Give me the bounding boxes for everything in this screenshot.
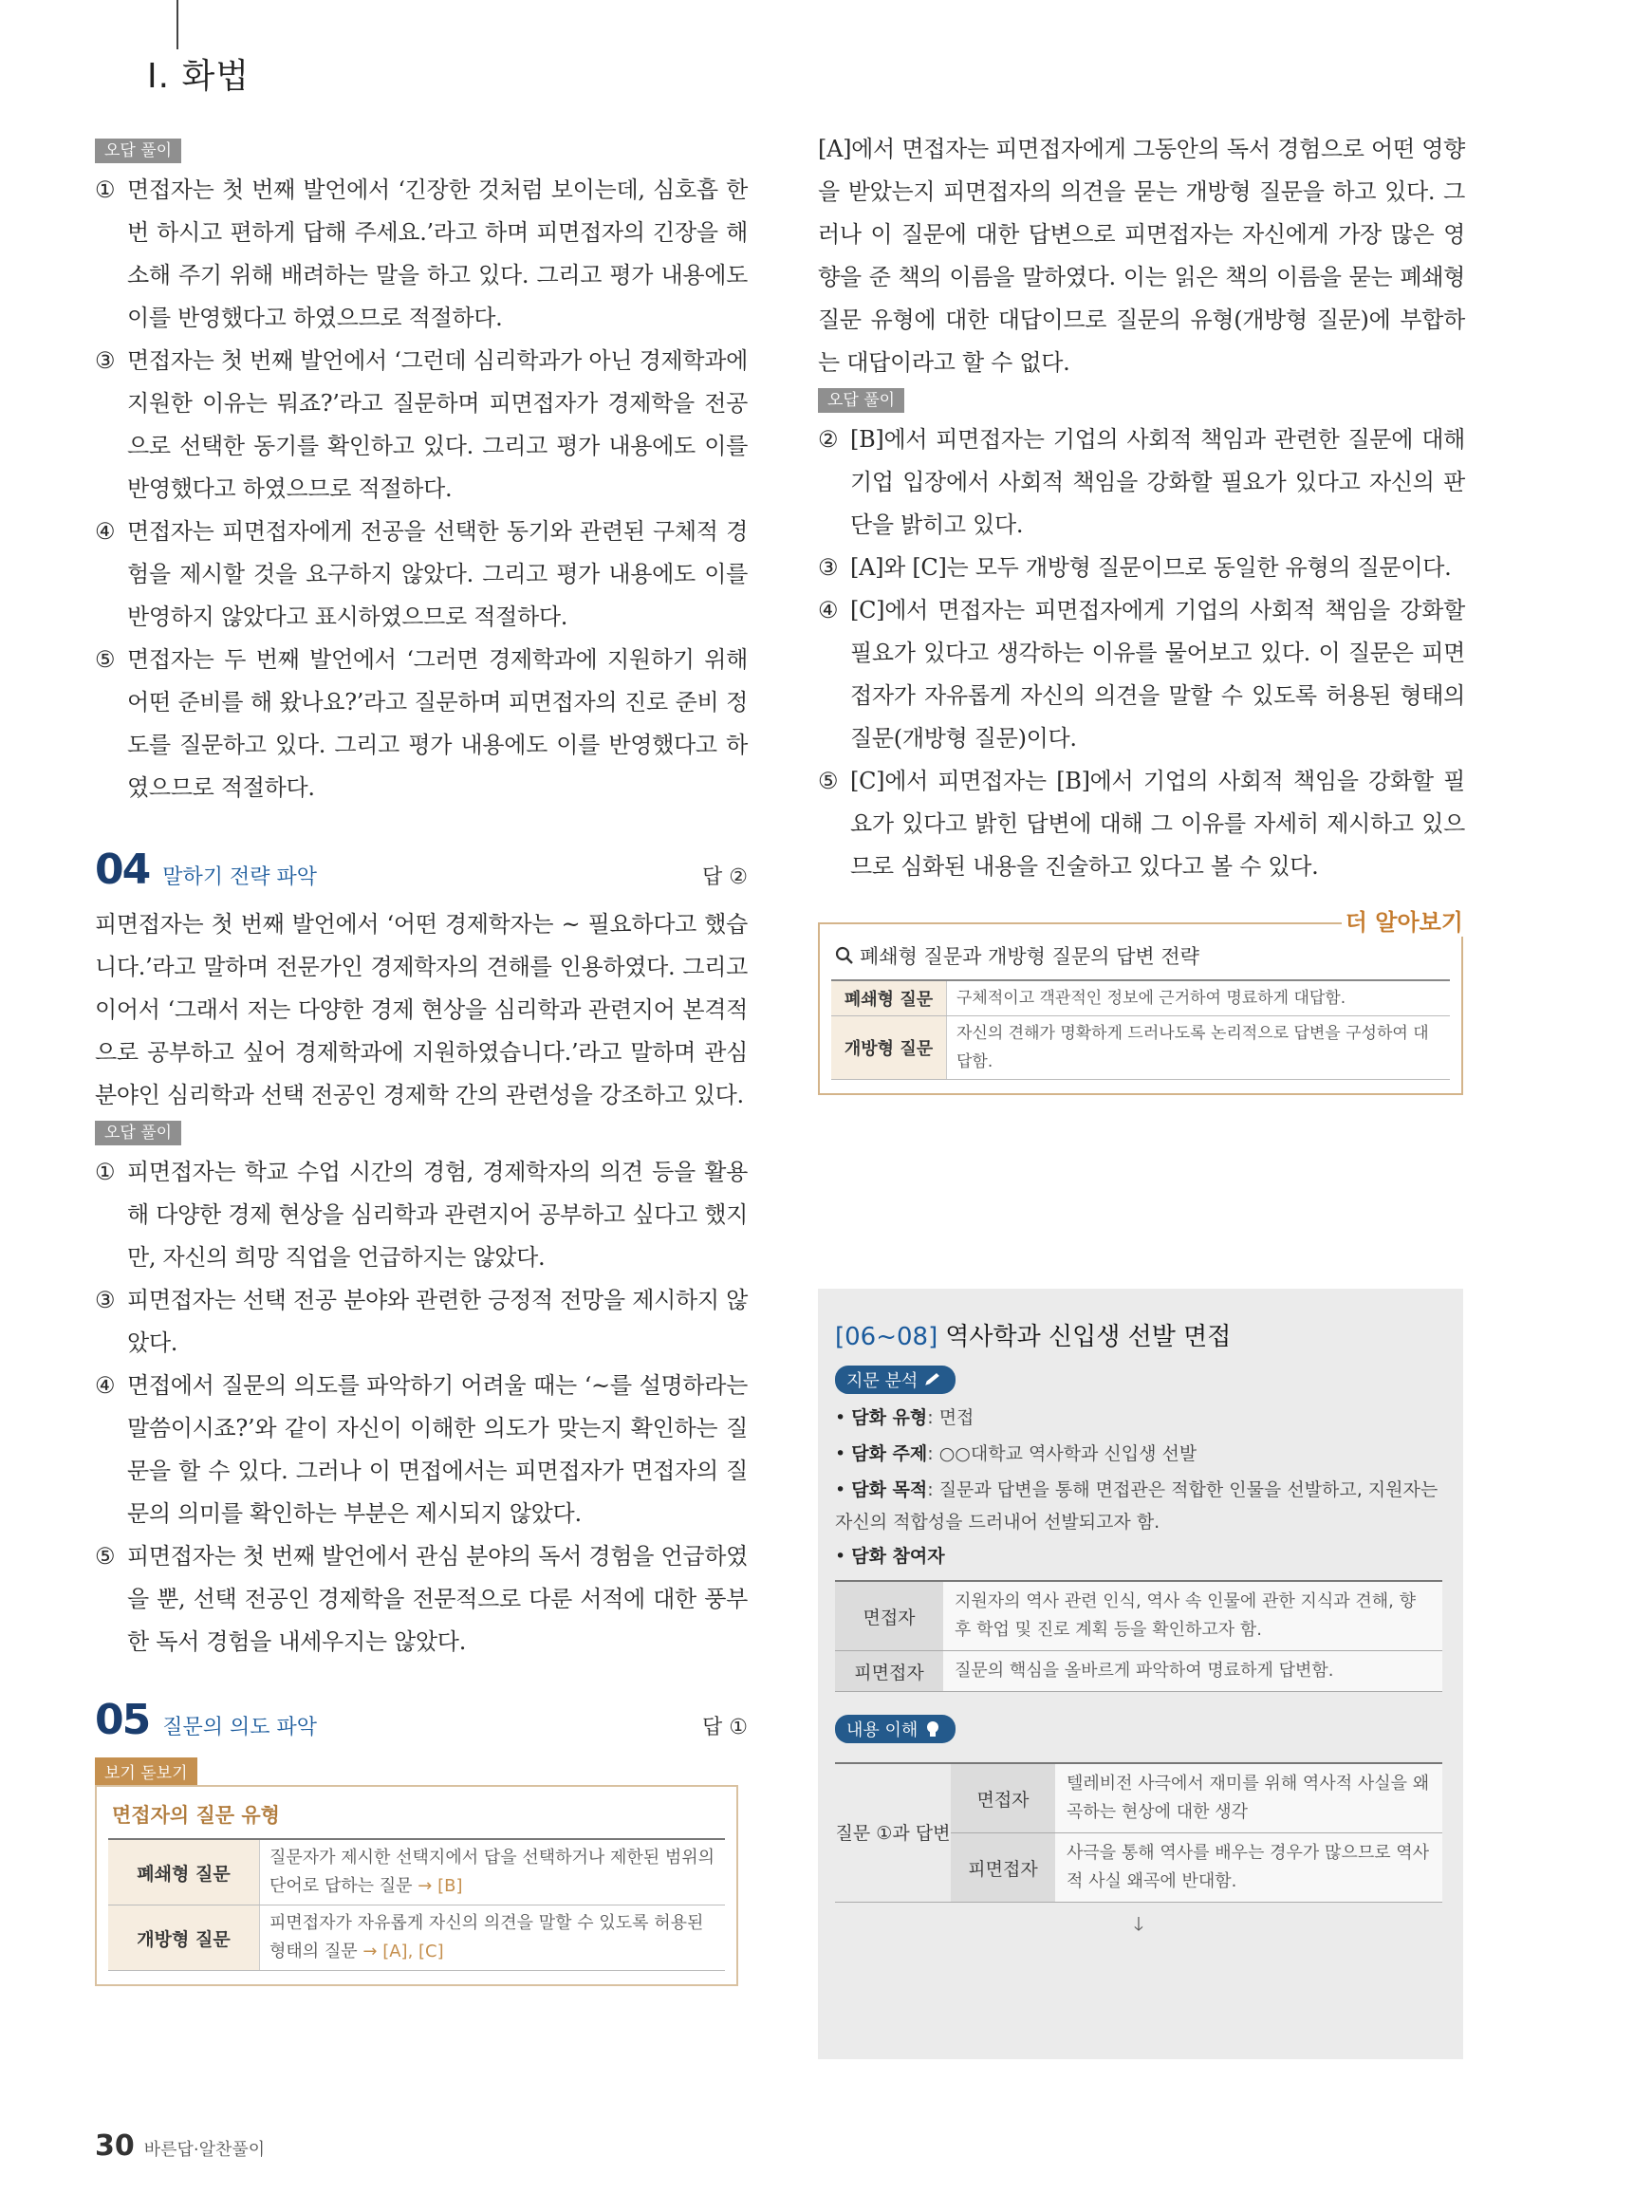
- row-value: 사극을 통해 역사를 배우는 경우가 많으므로 역사적 사실 왜곡에 반대함.: [1055, 1833, 1442, 1902]
- row-value: 지원자의 역사 관련 인식, 역사 속 인물에 관한 지식과 견해, 향후 학업 및 진로 계획 등을 확인하고자 함.: [943, 1582, 1442, 1650]
- more-info-title: [835, 941, 1450, 970]
- more-info-box: [818, 909, 1463, 1095]
- bullet-sep: :: [927, 1443, 934, 1464]
- question-04-header: [95, 846, 748, 894]
- bullet-key: 담화 참여자: [851, 1546, 945, 1567]
- bullet-sep: :: [927, 1479, 934, 1500]
- list-item: [95, 1535, 748, 1664]
- bullet-value: 질문과 답변을 통해 면접관은 적합한 인물을 선발하고, 지원자는 자신의 적합성을 드러내어 선발되고자 함.: [835, 1479, 1439, 1533]
- wrong-answer-tag: 오답 풀이: [95, 139, 181, 163]
- list-item: [95, 1365, 748, 1535]
- wrong-answer-list: [818, 418, 1465, 888]
- more-info-label: 더 알아보기: [1342, 903, 1467, 937]
- table-row: [831, 981, 1450, 1016]
- item-text: 피면접자는 학교 수업 시간의 경험, 경제학자의 의견 등을 활용해 다양한 경제 현상을 심리학과 관련지어 공부하고 싶다고 했지만, 자신의 희망 직업을 언급하지는 않았다.: [127, 1159, 748, 1271]
- book-title: 바른답·알찬풀이: [143, 2140, 266, 2160]
- item-number: ③: [95, 347, 116, 374]
- question-title: 질문의 의도 파악: [162, 1716, 317, 1739]
- row-key: 피면접자: [835, 1651, 943, 1691]
- question-05-header: [95, 1696, 748, 1744]
- list-item: [95, 639, 748, 809]
- content-label: 내용 이해: [846, 1720, 919, 1740]
- answer-label: 답 ①: [702, 1716, 748, 1739]
- passage-analysis-panel: [818, 1289, 1463, 2059]
- row-key: 피면접자: [951, 1833, 1055, 1902]
- page-number: 30: [95, 2129, 135, 2163]
- table-row: [108, 1905, 725, 1971]
- wrong-answer-tag: 오답 풀이: [818, 388, 904, 413]
- question-type-box: [95, 1785, 738, 1986]
- panel-title-text: 역사학과 신입생 선발 면접: [945, 1323, 1232, 1351]
- table-row: [951, 1833, 1442, 1903]
- bullet-key: 담화 주제: [851, 1443, 928, 1464]
- list-item: [95, 169, 748, 340]
- item-number: ②: [818, 426, 839, 453]
- box-title: 면접자의 질문 유형: [112, 1804, 280, 1827]
- table-row: [951, 1764, 1442, 1833]
- item-number: ④: [95, 1372, 116, 1399]
- bogi-label: 보기 돋보기: [95, 1757, 197, 1785]
- list-item: [95, 511, 748, 639]
- item-number: ①: [95, 177, 116, 203]
- item-text: [C]에서 피면접자는 [B]에서 기업의 사회적 책임을 강화할 필요가 있다고 밝힌 답변에 대해 그 이유를 자세히 제시하고 있으므로 심화된 내용을 진술하고 있다고 볼 수 있다.: [850, 768, 1465, 880]
- item-number: ③: [818, 554, 839, 581]
- row-value: 자신의 견해가 명확하게 드러나도록 논리적으로 답변을 구성하여 대답함.: [956, 1024, 1429, 1071]
- row-key: 폐쇄형 질문: [831, 981, 947, 1015]
- wrong-answer-list: [95, 1151, 748, 1664]
- item-text: 피면접자는 선택 전공 분야와 관련한 긍정적 전망을 제시하지 않았다.: [127, 1287, 748, 1356]
- table-row: [108, 1840, 725, 1905]
- item-number: ④: [818, 597, 839, 623]
- list-item: [818, 760, 1465, 888]
- item-number: ③: [95, 1287, 116, 1313]
- item-number: ⑤: [95, 646, 116, 673]
- row-value: 질문의 핵심을 올바르게 파악하여 명료하게 답변함.: [943, 1651, 1442, 1691]
- down-arrow-icon: 🡓: [1133, 1912, 1144, 1935]
- list-item: [818, 547, 1465, 589]
- content-rows: [951, 1764, 1442, 1903]
- chapter-rule: [176, 0, 178, 49]
- participants-table: [835, 1580, 1442, 1692]
- bullet-value: 면접: [938, 1407, 974, 1428]
- item-text: 면접자는 두 번째 발언에서 ‘그러면 경제학과에 지원하기 위해 어떤 준비를 해 왔나요?’라고 질문하며 피면접자의 진로 준비 정도를 질문하고 있다. 그리고 평가 내용에도 이를 반영했다고 하였으므로 적절하다.: [127, 646, 748, 801]
- magnifier-icon: [835, 946, 854, 965]
- list-item: [95, 340, 748, 511]
- item-number: ④: [95, 518, 116, 545]
- bullet-item: • 담화 목적: 질문과 답변을 통해 면접관은 적합한 인물을 선발하고, 지원자는 자신의 적합성을 드러내어 선발되고자 함.: [835, 1479, 1439, 1533]
- list-item: [818, 589, 1465, 760]
- item-number: ⑤: [818, 768, 839, 794]
- item-text: 면접자는 첫 번째 발언에서 ‘그런데 심리학과가 아닌 경제학과에 지원한 이유는 뭐죠?’라고 질문하며 피면접자가 경제학을 전공으로 선택한 동기를 확인하고 있다. 그리고 평가 내용에도 이를 반영했다고 하였으므로 적절하다.: [127, 347, 748, 502]
- row-text: 질문자가 제시한 선택지에서 답을 선택하거나 제한된 범위의 단어로 답하는 질문: [269, 1848, 715, 1896]
- item-text: 면접에서 질문의 의도를 파악하기 어려울 때는 ‘~를 설명하라는 말씀이시죠?’와 같이 자신이 이해한 의도가 맞는지 확인하는 질문을 할 수 있다. 그러나 이 면접에서는 피면접자가 면접자의 질문의 의미를 확인하는 부분은 제시되지 않았다.: [127, 1372, 748, 1527]
- answer-label: 답 ②: [702, 865, 748, 889]
- bullet-key: 담화 유형: [851, 1407, 928, 1428]
- table-row: [831, 1016, 1450, 1080]
- row-text: 피면접자가 자유롭게 자신의 의견을 말할 수 있도록 허용된 형태의 질문: [269, 1913, 704, 1961]
- table-row: [835, 1651, 1442, 1692]
- row-key: 면접자: [835, 1582, 943, 1650]
- page-footer: [95, 2129, 265, 2163]
- row-value: [260, 1840, 725, 1905]
- row-value: 텔레비전 사극에서 재미를 위해 역사적 사실을 왜곡하는 현상에 대한 생각: [1055, 1764, 1442, 1832]
- list-item: [95, 1279, 748, 1365]
- row-value: [260, 1905, 725, 1970]
- bullet-key: 담화 목적: [851, 1479, 928, 1500]
- item-text: 면접자는 피면접자에게 전공을 선택한 동기와 관련된 구체적 경험을 제시할 것을 요구하지 않았다. 그리고 평가 내용에도 이를 반영하지 않았다고 표시하였으므로 적절하다.: [127, 518, 748, 630]
- left-column: [95, 135, 748, 1986]
- content-pill: [835, 1715, 956, 1743]
- row-arrow: → [B]: [418, 1876, 463, 1896]
- item-number: ①: [95, 1159, 116, 1185]
- row-value: 구체적이고 객관적인 정보에 근거하여 명료하게 대답함.: [956, 989, 1346, 1008]
- row-key: 면접자: [951, 1764, 1055, 1832]
- wrong-answer-list: [95, 169, 748, 809]
- item-text: 면접자는 첫 번째 발언에서 ‘긴장한 것처럼 보이는데, 심호흡 한 번 하시고 편하게 답해 주세요.’라고 하며 피면접자의 긴장을 해소해 주기 위해 배려하는 말을 하고 있다. 그리고 평가 내용에도 이를 반영했다고 하였으므로 적절하다.: [127, 177, 748, 331]
- more-info-title-text: 폐쇄형 질문과 개방형 질문의 답변 전략: [860, 945, 1199, 968]
- item-text: [B]에서 피면접자는 기업의 사회적 책임과 관련한 질문에 대해 기업 입장에서 사회적 책임을 강화할 필요가 있다고 자신의 판단을 밝히고 있다.: [850, 426, 1465, 538]
- item-text: [C]에서 면접자는 피면접자에게 기업의 사회적 책임을 강화할 필요가 있다고 생각하는 이유를 물어보고 있다. 이 질문은 피면접자가 자유롭게 자신의 의견을 말할 수 있도록 허용된 형태의 질문(개방형 질문)이다.: [850, 597, 1465, 752]
- panel-title: [835, 1317, 1442, 1352]
- explanation-paragraph: [A]에서 면접자는 피면접자에게 그동안의 독서 경험으로 어떤 영향을 받았는지 피면접자의 의견을 묻는 개방형 질문을 하고 있다. 그러나 이 질문에 대한 답변으로 피면접자는 자신에게 가장 많은 영향을 준 책의 이름을 말하였다. 이는 읽은 책의 이름을 묻는 폐쇄형 질문 유형에 대한 대답이므로 질문의 유형(개방형 질문)에 부합하는 대답이라고 할 수 없다.: [818, 136, 1465, 376]
- chapter-title: Ⅰ. 화법: [147, 57, 251, 96]
- strategy-table: [831, 979, 1450, 1080]
- row-key: 폐쇄형 질문: [108, 1840, 260, 1905]
- question-number: 05: [95, 1696, 150, 1744]
- lightbulb-icon: [921, 1719, 944, 1738]
- list-item: [818, 418, 1465, 547]
- row-key: 개방형 질문: [108, 1905, 260, 1970]
- bullet-item: • 담화 참여자: [835, 1546, 945, 1567]
- content-key: 질문 ①과 답변: [835, 1764, 951, 1903]
- question-title: 말하기 전략 파악: [162, 865, 317, 889]
- list-item: [95, 1151, 748, 1279]
- right-column: [818, 128, 1465, 1095]
- bullet-item: • 담화 주제: ○○대학교 역사학과 신입생 선발: [835, 1443, 1197, 1464]
- row-key: 개방형 질문: [831, 1016, 947, 1079]
- bullet-value: ○○대학교 역사학과 신입생 선발: [938, 1443, 1197, 1464]
- question-range: [06~08]: [835, 1323, 938, 1351]
- item-number: ⑤: [95, 1543, 116, 1570]
- bullet-item: • 담화 유형: 면접: [835, 1407, 974, 1428]
- table-row: [835, 1582, 1442, 1651]
- analysis-pill: [835, 1366, 956, 1394]
- row-arrow: → [A], [C]: [362, 1942, 444, 1961]
- content-table: [835, 1762, 1442, 1903]
- question-number: 04: [95, 846, 150, 894]
- item-text: [A]와 [C]는 모두 개방형 질문이므로 동일한 유형의 질문이다.: [850, 554, 1452, 581]
- item-text: 피면접자는 첫 번째 발언에서 관심 분야의 독서 경험을 언급하였을 뿐, 선택 전공인 경제학을 전문적으로 다룬 서적에 대한 풍부한 독서 경험을 내세우지는 않았다.: [127, 1543, 748, 1655]
- explanation-paragraph: 피면접자는 첫 번째 발언에서 ‘어떤 경제학자는 ~ 필요하다고 했습니다.’라고 말하며 전문가인 경제학자의 견해를 인용하였다. 그리고 이어서 ‘그래서 저는 다양한 경제 현상을 심리학과 관련지어 본격적으로 공부하고 싶어 경제학과에 지원하였습니다.’라고 말하며 관심 분야인 심리학과 선택 전공인 경제학 간의 관련성을 강조하고 있다.: [95, 911, 748, 1108]
- analysis-label: 지문 분석: [846, 1371, 919, 1391]
- bullet-sep: :: [927, 1407, 934, 1428]
- question-type-table: [108, 1838, 725, 1971]
- wrong-answer-tag: 오답 풀이: [95, 1121, 181, 1145]
- pencil-icon: [921, 1370, 944, 1389]
